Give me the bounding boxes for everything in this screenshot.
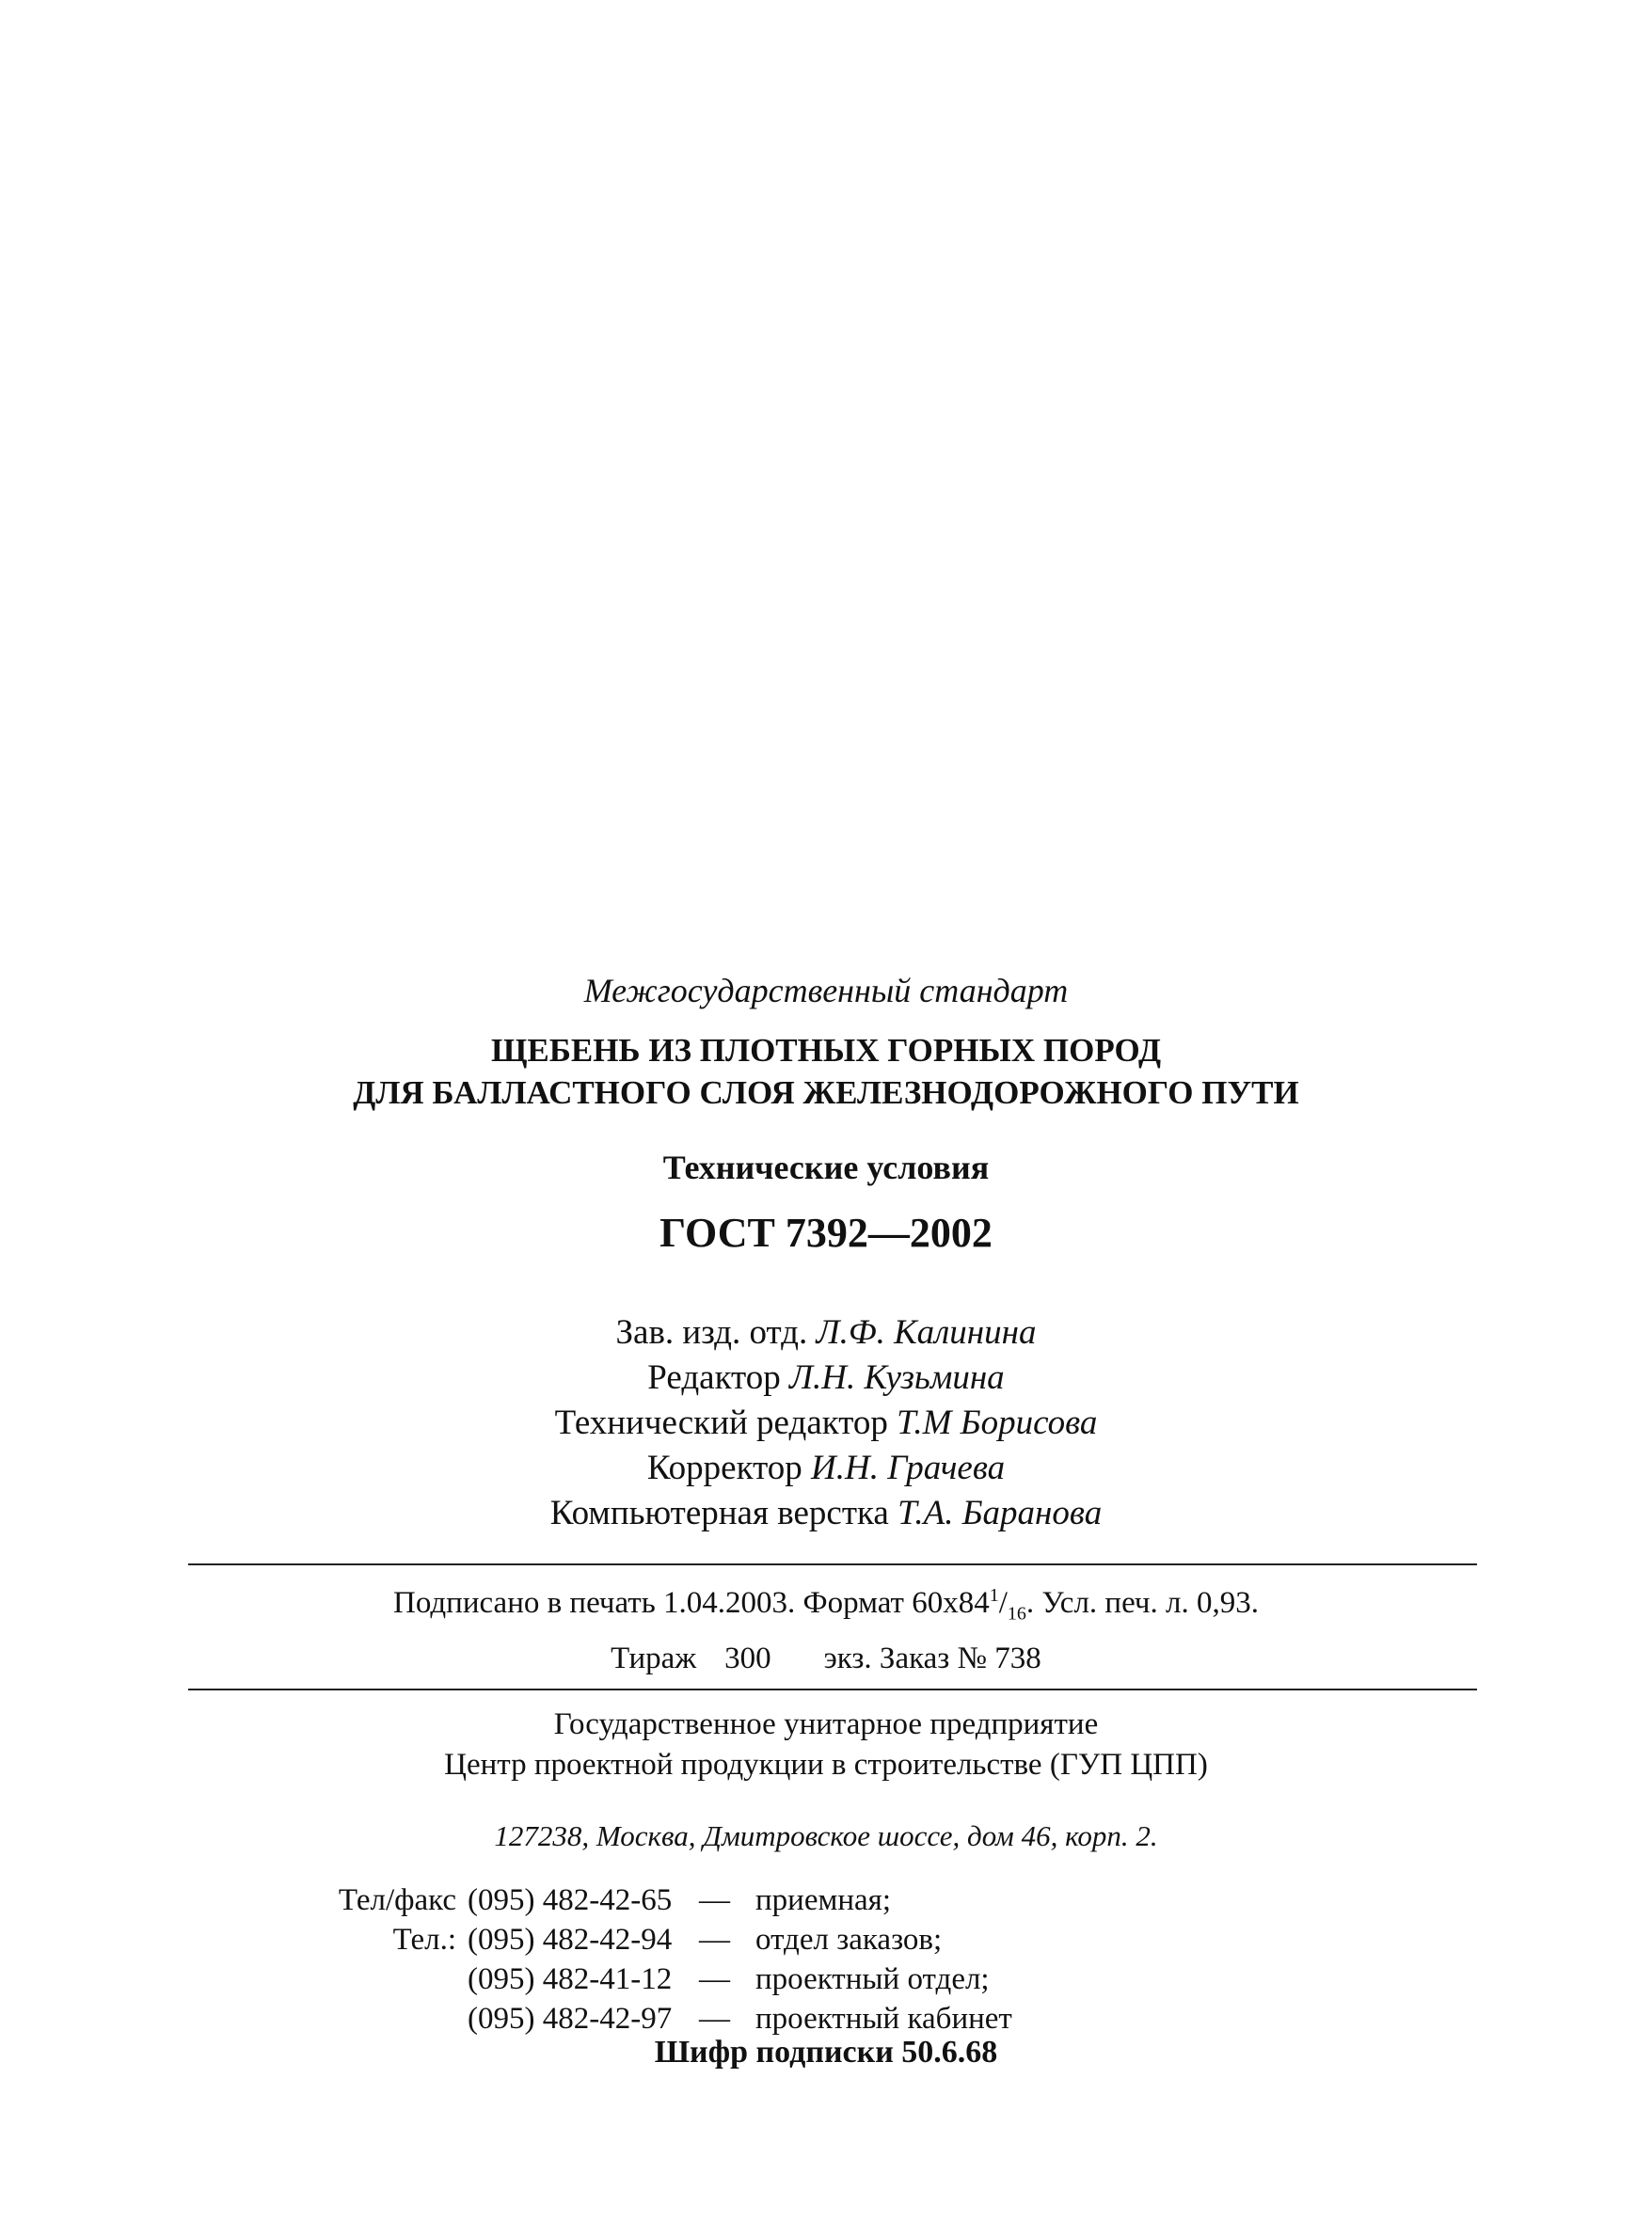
staff-name: Т.А. Баранова [897, 1494, 1103, 1532]
imprint-signed-suffix: . Усл. печ. л. 0,93. [1025, 1586, 1259, 1620]
phone-number: (095) 482-42-97 [468, 2002, 673, 2036]
staff-name: Л.Ф. Калинина [816, 1313, 1037, 1352]
phone-number: (095) 482-41-12 [468, 1962, 673, 1996]
phone-description: проектный отдел; [755, 1962, 990, 1996]
staff-role: Редактор [647, 1358, 781, 1397]
phone-dash: — [699, 1883, 730, 1917]
staff-role: Зав. изд. отд. [615, 1313, 808, 1352]
phone-number: (095) 482-42-94 [468, 1923, 673, 1957]
publisher-address: 127238, Москва, Дмитровское шоссе, дом 46, корп. 2. [494, 1819, 1158, 1852]
phone-description: проектный кабинет [755, 2002, 1012, 2036]
staff-line [0, 1403, 1652, 1443]
staff-name: Т.М Борисова [897, 1404, 1098, 1442]
subscription-code: Шифр подписки 50.6.68 [654, 2035, 998, 2070]
staff-role: Компьютерная верстка [549, 1494, 889, 1532]
print-run-label: Тираж [611, 1642, 697, 1675]
print-run-line [0, 1642, 1652, 1676]
staff-line [0, 1448, 1652, 1488]
phone-dash: — [699, 2002, 730, 2036]
phone-description: приемная; [755, 1883, 892, 1917]
document-title-line-1: ЩЕБЕНЬ ИЗ ПЛОТНЫХ ГОРНЫХ ПОРОД [490, 1032, 1162, 1069]
document-title-line-2: ДЛЯ БАЛЛАСТНОГО СЛОЯ ЖЕЛЕЗНОДОРОЖНОГО ПУТИ [353, 1074, 1299, 1111]
staff-name: Л.Н. Кузьмина [789, 1358, 1005, 1397]
phone-dash: — [699, 1962, 730, 1996]
standard-number: ГОСТ 7392—2002 [659, 1210, 993, 1256]
phone-label: Тел.: [392, 1923, 456, 1957]
staff-line [0, 1357, 1652, 1398]
phone-label: Тел/факс [338, 1883, 456, 1917]
format-superscript: 1 [989, 1585, 999, 1606]
print-run-value: 300 [724, 1642, 771, 1675]
publisher-line-2: Центр проектной продукции в строительстве (ГУП ЦПП) [444, 1748, 1208, 1782]
document-subtitle: Межгосударственный стандарт [583, 972, 1069, 1009]
publisher-line-1: Государственное унитарное предприятие [553, 1707, 1099, 1741]
divider [188, 1563, 1477, 1565]
staff-line [0, 1493, 1652, 1533]
imprint-signed-prefix: Подписано в печать 1.04.2003. Формат 60х84 [393, 1586, 990, 1620]
imprint-signed-line [0, 1585, 1652, 1626]
phone-description: отдел заказов; [755, 1923, 943, 1957]
staff-role: Технический редактор [554, 1404, 888, 1442]
divider [188, 1689, 1477, 1690]
phone-number: (095) 482-42-65 [468, 1883, 673, 1917]
staff-line [0, 1312, 1652, 1353]
order-text: экз. Заказ № 738 [823, 1642, 1041, 1675]
format-separator: / [998, 1586, 1008, 1620]
phone-dash: — [699, 1923, 730, 1957]
staff-role: Корректор [646, 1449, 802, 1487]
format-subscript: 16 [1007, 1603, 1026, 1625]
specification-type: Технические условия [662, 1149, 990, 1186]
staff-name: И.Н. Грачева [811, 1449, 1006, 1487]
